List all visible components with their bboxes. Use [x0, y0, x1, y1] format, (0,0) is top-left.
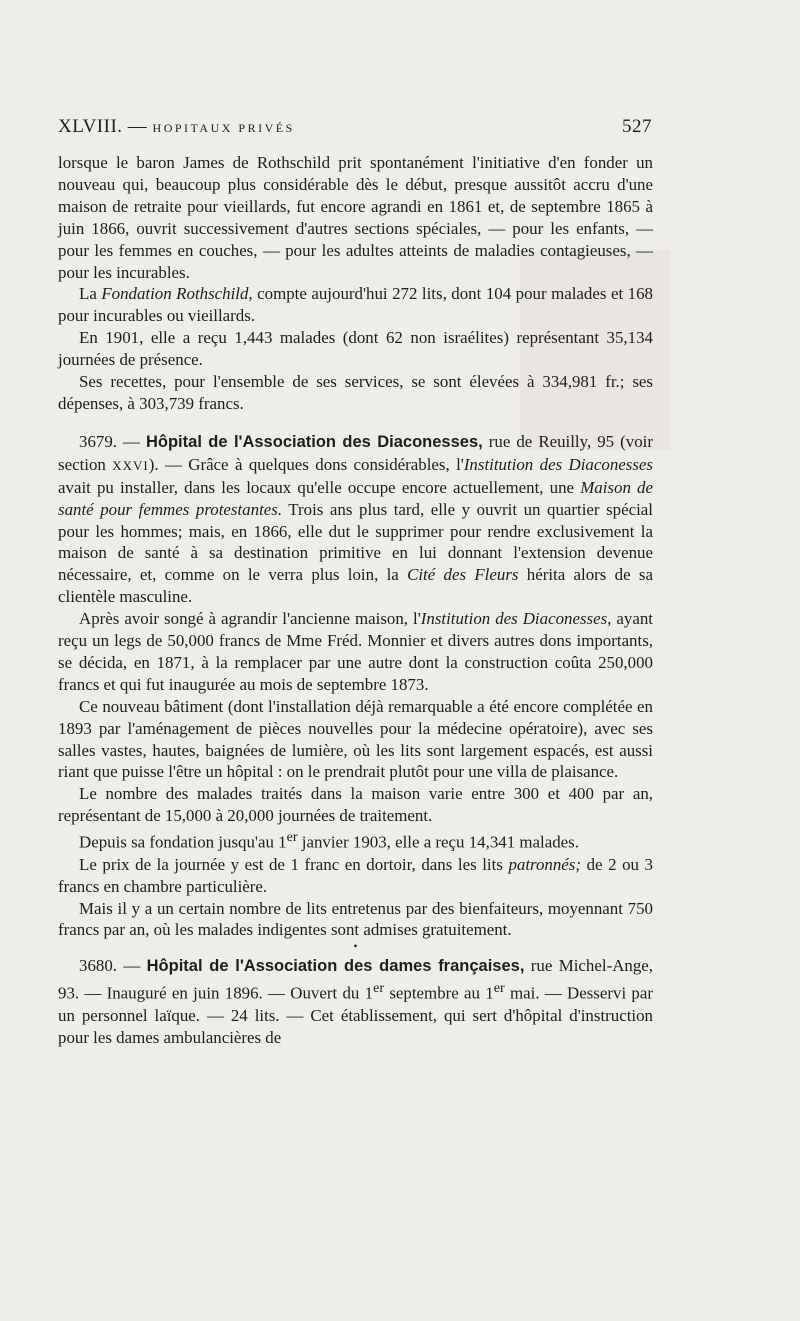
- paragraph: Le nombre des malades traités dans la maison varie entre 300 et 400 par an, représentant de 15,000 à 20,000 journées de traitement.: [58, 784, 653, 826]
- page-number: 527: [622, 116, 652, 137]
- hospital-name: Hôpital de l'Association des dames françaises,: [146, 957, 525, 976]
- paragraph: En 1901, elle a reçu 1,443 malades (dont 62 non israélites) représentant 35,134 journées de présence.: [58, 328, 653, 370]
- hospital-name: Hôpital de l'Association des Diaconesses,: [145, 432, 483, 451]
- header-title: [58, 116, 295, 138]
- paragraph: Le prix de la journée y est de 1 franc en dortoir, dans les lits patronnés; de 2 ou 3 francs en chambre particulière.: [58, 854, 653, 896]
- entry-number: 3679. —: [79, 431, 146, 451]
- bullet-separator: •: [353, 939, 358, 954]
- paragraph: Ses recettes, pour l'ensemble de ses services, se sont élevées à 334,981 fr.; ses dépenses, à 303,739 francs.: [58, 372, 653, 413]
- paragraph: lorsque le baron James de Rothschild prit spontanément l'initiative d'en fonder un nouveau qui, beaucoup plus considérable dès le début, presque aussitôt accru d'une maison de retraite pour vieillards, fut encore agrandi en 1861 et, de septembre 1865 à juin 1866, ouvrit successivement d'autres sections spéciales, — pour les enfants, — pour les femmes en couches, — pour les adultes atteints de maladies contagieuses, — pour les incurables.: [58, 153, 653, 282]
- section-gap: [58, 415, 653, 431]
- paragraph: Mais il y a un certain nombre de lits entretenus par des bienfaiteurs, moyennant 750 francs par an, où les malades indigentes sont admises gratuitement.: [58, 898, 653, 940]
- entry-number: 3680. —: [79, 956, 147, 976]
- chapter-title: HOPITAUX PRIVÉS: [152, 121, 295, 135]
- entry-3680: 3680. — Hôpital de l'Association des dames françaises, rue Michel-Ange, 93. — Inauguré en juin 1896. — Ouvert du 1er septembre au 1er mai. — Desservi par un personnel laïque. — 24 lits. — Cet établissement, qui sert d'hôpital d'instruction pour les dames ambulancières de: [58, 956, 654, 1047]
- chapter-number: XLVIII.: [58, 116, 123, 137]
- paragraph: Après avoir songé à agrandir l'ancienne maison, l'Institution des Diaconesses, ayant reçu un legs de 50,000 francs de Mme Fréd. Monnier et divers autres dons importants, se décida, en 1871, à la remplacer par une autre dont la construction coûta 250,000 francs et qui fut inaugurée au mois de septembre 1873.: [58, 609, 653, 694]
- running-header: [58, 116, 652, 138]
- body-text: [58, 152, 653, 1049]
- paragraph: Depuis sa fondation jusqu'au 1er janvier 1903, elle a reçu 14,341 malades.: [79, 829, 579, 852]
- paragraph: Ce nouveau bâtiment (dont l'installation déjà remarquable a été encore complétée en 1893 par l'aménagement de pièces nouvelles pour la médecine opératoire), avec ses salles vastes, hautes, baignées de lumière, où les lits sont largement espacés, est aussi riant que puisse l'être un hôpital : on le prendrait plutôt pour une villa de plaisance.: [58, 696, 653, 782]
- paragraph: La Fondation Rothschild, compte aujourd'hui 272 lits, dont 104 pour malades et 168 pour incurables ou vieillards.: [58, 284, 653, 326]
- header-dash: —: [127, 116, 148, 137]
- entry-3679: 3679. — Hôpital de l'Association des Diaconesses, rue de Reuilly, 95 (voir section XXVI). — Grâce à quelques dons considérables, l'Institution des Diaconesses avait pu installer, dans les locaux qu'elle occupe encore actuellement, une Maison de santé pour femmes protestantes. Trois ans plus tard, elle y ouvrit un quartier spécial pour les hommes; mais, en 1866, elle dut le supprimer pour rendre exclusivement la maison de santé à sa destination primitive en lui donnant l'extension devenue nécessaire, et, comme on le verra plus loin, la Cité des Fleurs hérita alors de sa clientèle masculine.: [58, 431, 653, 607]
